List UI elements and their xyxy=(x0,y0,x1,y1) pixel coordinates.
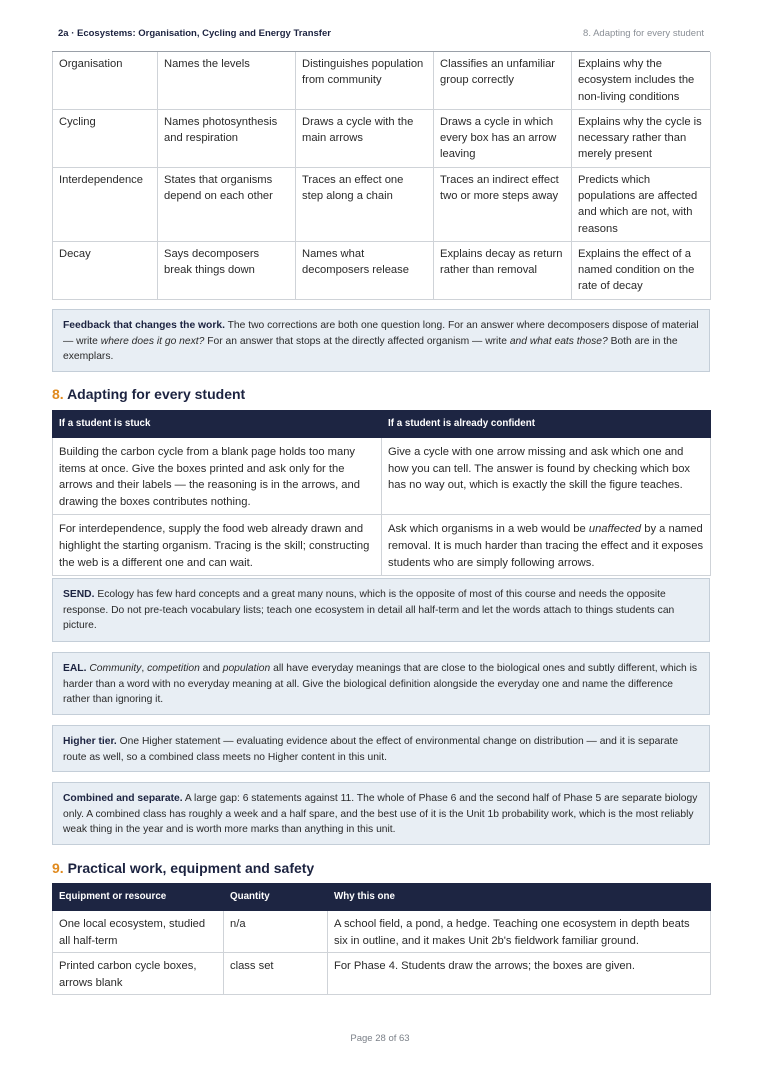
callout-text: all have everyday meanings that are close to the biological ones and subtly different, which is harder than a word with no everyday meaning at all. Give the biological definition alongside the everyday one and name the difference rather than ignoring it. xyxy=(63,663,698,706)
eal-callout xyxy=(52,652,710,715)
adapting-table xyxy=(52,410,711,576)
callout-text: One Higher statement — evaluating evidence about the effect of environmental change on distribution — and it is separate route as well, so a combined class meets no Higher content in this unit. xyxy=(63,736,679,763)
callout-text: , xyxy=(141,663,148,674)
section-title: Adapting for every student xyxy=(67,386,246,402)
table-cell: Printed carbon cycle boxes, arrows blank xyxy=(53,953,224,995)
table-header-row xyxy=(53,884,711,911)
column-header: Quantity xyxy=(224,884,328,911)
table-row xyxy=(53,438,711,515)
header-section-title: 8. Adapting for every student xyxy=(583,28,704,39)
cell-text: Ask which organisms in a web would be xyxy=(388,523,589,536)
cell-emphasis: unaffected xyxy=(588,523,642,536)
section-title: Practical work, equipment and safety xyxy=(67,860,315,876)
combined-separate-callout xyxy=(52,782,710,845)
table-row xyxy=(53,241,711,299)
equipment-table xyxy=(52,883,711,995)
table-cell: Names photosynthesis and respiration xyxy=(158,109,296,167)
section-heading-9 xyxy=(52,860,314,876)
table-cell: Decay xyxy=(53,241,158,299)
callout-text: A large gap: 6 statements against 11. The whole of Phase 6 and the second half of Phase 5 are separate biology only. A combined class has roughly a week and a half spare, and the best use of it is the Unit 1b probability work, which is the most reliably weak thing in the year and is worth more marks than anything in this unit. xyxy=(63,793,698,836)
callout-heading: Feedback that changes the work. xyxy=(63,320,225,331)
table-cell: class set xyxy=(224,953,328,995)
callout-text: For an answer that stops at the directly affected organism — write xyxy=(204,335,510,347)
table-row xyxy=(53,911,711,953)
table-cell: Interdependence xyxy=(53,167,158,241)
column-header: Why this one xyxy=(328,884,711,911)
section-number: 8. xyxy=(52,386,64,402)
table-cell: For Phase 4. Students draw the arrows; the boxes are given. xyxy=(328,953,711,995)
table-row xyxy=(53,52,711,109)
table-cell: Draws a cycle in which every box has an arrow leaving xyxy=(434,109,572,167)
table-cell: Predicts which populations are affected and which are not, with reasons xyxy=(572,167,711,241)
callout-text: and xyxy=(199,663,223,674)
table-header-row xyxy=(53,411,711,438)
header-unit-title: 2a · Ecosystems: Organisation, Cycling and Energy Transfer xyxy=(58,28,331,39)
callout-text: The two corrections are both one question long. For an answer where decomposers dispose of material — write xyxy=(63,320,699,347)
table-cell: Traces an effect one step along a chain xyxy=(296,167,434,241)
running-header xyxy=(52,28,710,52)
table-cell: n/a xyxy=(224,911,328,953)
table-cell: Names what decomposers release xyxy=(296,241,434,299)
table-row xyxy=(53,167,711,241)
column-header: If a student is stuck xyxy=(53,411,382,438)
feedback-callout xyxy=(52,309,710,372)
callout-heading: Higher tier. xyxy=(63,736,117,747)
table-cell: Cycling xyxy=(53,109,158,167)
table-cell: Explains why the ecosystem includes the non-living conditions xyxy=(572,52,711,109)
section-number: 9. xyxy=(52,860,64,876)
table-cell: Explains decay as return rather than removal xyxy=(434,241,572,299)
callout-heading: Combined and separate. xyxy=(63,793,183,804)
cell-text: by a named removal. It is much harder than tracing the effect and it exposes students who are simply following arrows. xyxy=(388,523,704,569)
section-heading-8 xyxy=(52,386,245,402)
table-cell: Explains the effect of a named condition on the rate of decay xyxy=(572,241,711,299)
send-callout xyxy=(52,578,710,642)
table-row xyxy=(53,515,711,576)
table-cell: Building the carbon cycle from a blank page holds too many items at once. Give the boxes printed and ask only for the arrows and their labels — the reasoning is in the arrows, and drawing the boxes contributes nothing. xyxy=(53,438,382,515)
table-cell: For interdependence, supply the food web already drawn and highlight the starting organism. Tracing is the skill; constructing the web is a different one and can wait. xyxy=(53,515,382,576)
table-row xyxy=(53,109,711,167)
table-cell: Names the levels xyxy=(158,52,296,109)
callout-emphasis: and what eats those? xyxy=(509,335,608,347)
table-cell: Distinguishes population from community xyxy=(296,52,434,109)
table-cell: A school field, a pond, a hedge. Teaching one ecosystem in depth beats six in outline, and it makes Unit 2b's fieldwork familiar ground. xyxy=(328,911,711,953)
table-cell: Says decomposers break things down xyxy=(158,241,296,299)
table-cell: Classifies an unfamiliar group correctly xyxy=(434,52,572,109)
table-row xyxy=(53,953,711,995)
callout-text: Ecology has few hard concepts and a great many nouns, which is the opposite of most of this course and needs the opposite response. Do not pre-teach vocabulary lists; teach one ecosystem in detail all half-term and let the words attach to things students can picture. xyxy=(63,589,675,632)
rubric-table xyxy=(52,52,711,300)
table-cell: Draws a cycle with the main arrows xyxy=(296,109,434,167)
table-cell: Traces an indirect effect two or more steps away xyxy=(434,167,572,241)
table-cell: Give a cycle with one arrow missing and ask which one and how you can tell. The answer is found by checking which box has no way out, which is exactly the skill the figure teaches. xyxy=(382,438,711,515)
higher-tier-callout xyxy=(52,725,710,772)
column-header: Equipment or resource xyxy=(53,884,224,911)
table-cell: Organisation xyxy=(53,52,158,109)
table-cell xyxy=(382,515,711,576)
callout-heading: EAL. xyxy=(63,663,87,674)
callout-emphasis: where does it go next? xyxy=(100,335,205,347)
table-cell: One local ecosystem, studied all half-term xyxy=(53,911,224,953)
callout-emphasis: competition xyxy=(147,663,200,674)
table-cell: Explains why the cycle is necessary rather than merely present xyxy=(572,109,711,167)
callout-emphasis: population xyxy=(222,663,271,674)
table-cell: States that organisms depend on each other xyxy=(158,167,296,241)
page-number: Page 28 of 63 xyxy=(350,1033,410,1044)
callout-emphasis: Community xyxy=(89,663,142,674)
callout-text: Both are in the exemplars. xyxy=(63,335,678,363)
column-header: If a student is already confident xyxy=(382,411,711,438)
callout-heading: SEND. xyxy=(63,589,95,600)
